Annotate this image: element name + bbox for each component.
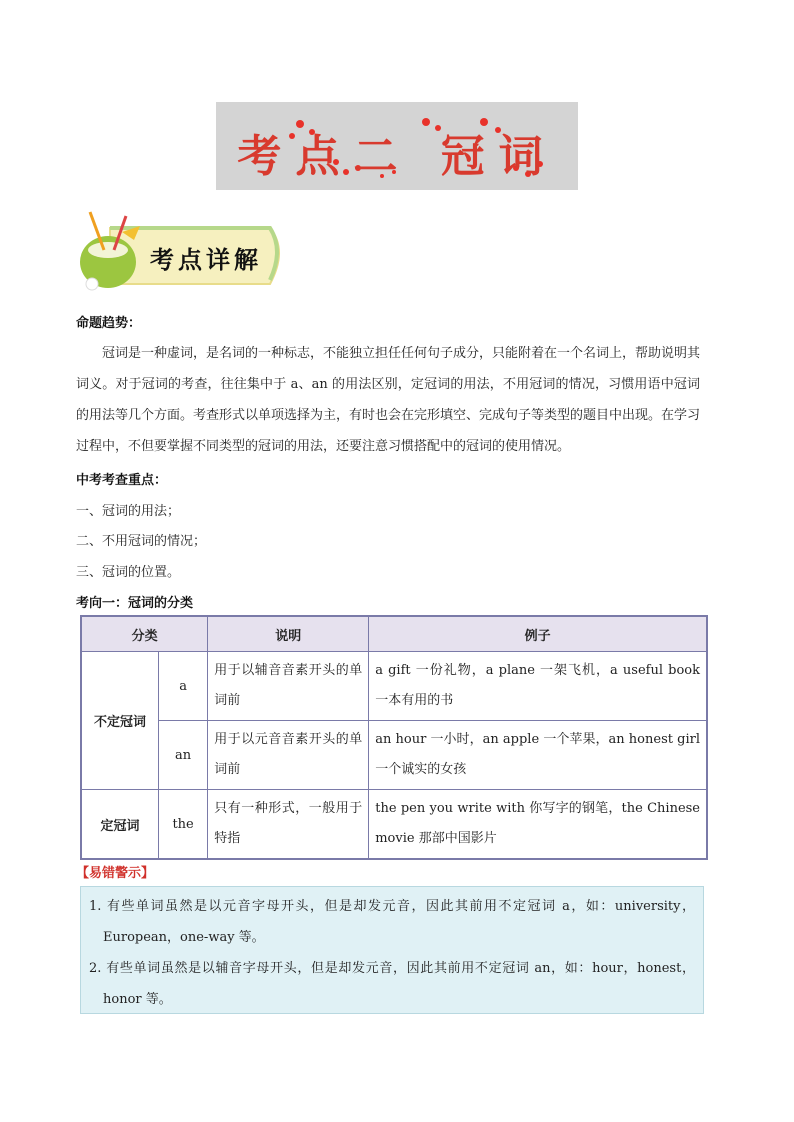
indefinite-article-label: 不定冠词 <box>81 652 159 790</box>
col-header-description: 说明 <box>208 616 369 652</box>
direction-heading: 考向一：冠词的分类 <box>76 596 194 611</box>
table-row <box>81 721 707 790</box>
table-row <box>81 790 707 860</box>
section-title: 考点详解 <box>150 246 262 274</box>
definite-article-label: 定冠词 <box>81 790 159 860</box>
article-description: 只有一种形式，一般用于特指 <box>208 790 369 860</box>
article-description: 用于以辅音音素开头的单词前 <box>208 652 369 721</box>
article-word: the <box>159 790 208 860</box>
title-banner <box>216 102 578 190</box>
warning-title: 【易错警示】 <box>76 866 155 881</box>
focus-item: 一、冠词的用法； <box>76 504 181 519</box>
warning-item: 2. 有些单词虽然是以辅音字母开头，但是却发元音，因此其前用不定冠词 an，如：hour，honest，honor 等。 <box>89 961 695 1007</box>
focus-heading: 中考考查重点： <box>76 473 168 488</box>
article-example: an hour 一小时，an apple 一个苹果，an honest girl 一个诚实的女孩 <box>369 721 707 790</box>
banner-title: 考点二 冠词 <box>237 131 557 182</box>
focus-item: 二、不用冠词的情况； <box>76 534 207 549</box>
article-word: a <box>159 652 208 721</box>
warning-box <box>80 886 704 1014</box>
article-word: an <box>159 721 208 790</box>
article-classification-table <box>80 615 708 860</box>
article-example: a gift 一份礼物，a plane 一架飞机，a useful book 一本有用的书 <box>369 652 707 721</box>
article-description: 用于以元音音素开头的单词前 <box>208 721 369 790</box>
article-example: the pen you write with 你写字的钢笔，the Chinese movie 那部中国影片 <box>369 790 707 860</box>
warning-item: 1. 有些单词虽然是以元音字母开头，但是却发元音，因此其前用不定冠词 a，如：university，European，one-way 等。 <box>89 899 695 945</box>
col-header-example: 例子 <box>369 616 707 652</box>
trend-paragraph: 冠词是一种虚词，是名词的一种标志，不能独立担任任何句子成分，只能附着在一个名词上，帮助说明其词义。对于冠词的考查，往往集中于 a、an 的用法区别，定冠词的用法，不用冠词的情况，习惯用语中冠词的用法等几个方面。考查形式以单项选择为主，有时也会在完形填空、完成句子等类型的题目中出现。在学习过程中，不但要掌握不同类型的冠词的用法，还要注意习惯搭配中的冠词的使用情况。 <box>76 346 701 454</box>
table-header-row <box>81 616 707 652</box>
col-header-category: 分类 <box>81 616 208 652</box>
focus-item: 三、冠词的位置。 <box>76 565 181 580</box>
trend-heading: 命题趋势： <box>76 316 142 331</box>
table-row <box>81 652 707 721</box>
